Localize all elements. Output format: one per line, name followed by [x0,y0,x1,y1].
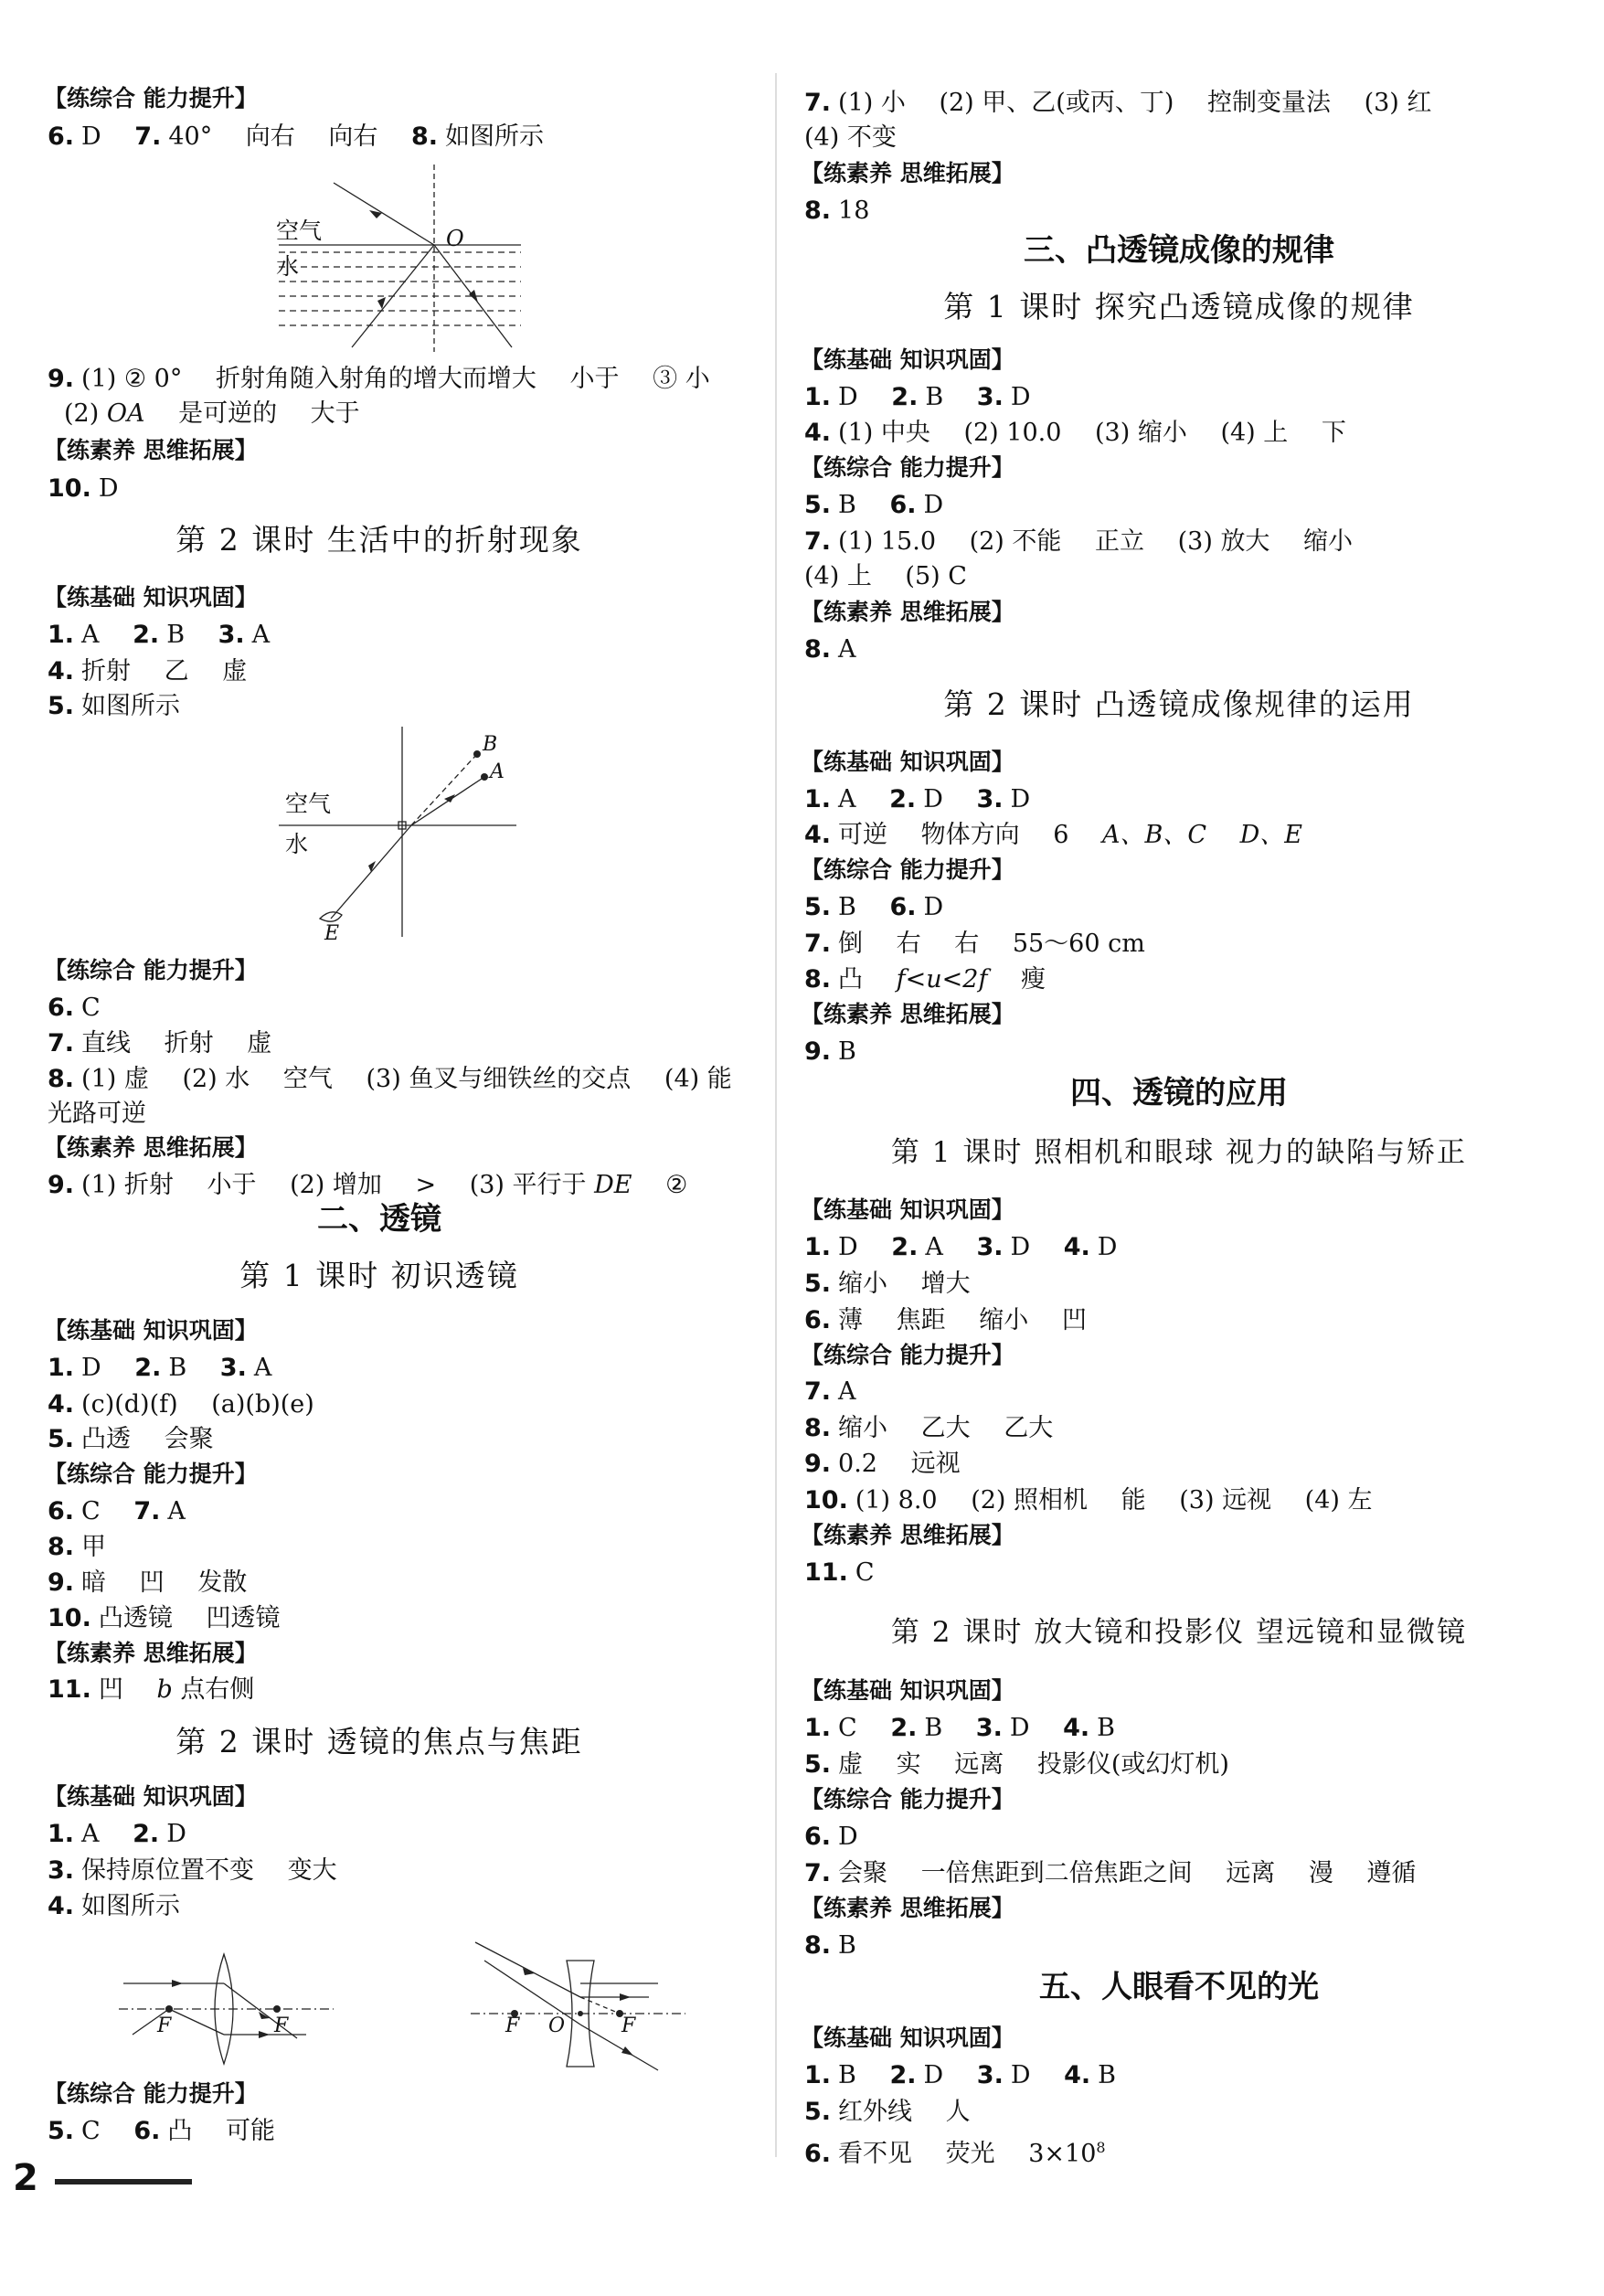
answer-line: 8. 甲 [48,1533,107,1561]
section-header-ability: 【练综合 能力提升】 [44,1461,258,1487]
answer-line: 7. (1) 小 (2) 甲、乙(或丙、丁) 控制变量法 (3) 红 [804,89,1432,117]
section-header-literacy: 【练素养 思维拓展】 [801,1522,1014,1548]
answer-line: 5. B 6. D [804,491,944,519]
answer-line: 9. (1) 折射 小于 (2) 增加 > (3) 平行于 DE ② [48,1171,688,1199]
section-header-literacy: 【练素养 思维拓展】 [44,1640,258,1666]
answer-line: 9. (1) ② 0° 折射角随入射角的增大而增大 小于 ③ 小 [48,365,710,393]
section-header-basics: 【练基础 知识巩固】 [801,346,1014,373]
answer-line: 8. B [804,1931,856,1960]
answer-line: 6. D [804,1823,858,1851]
answer-line: 8. (1) 虚 (2) 水 空气 (3) 鱼叉与细铁丝的交点 (4) 能 [48,1065,732,1093]
figure-convex-lens [114,1947,343,2075]
section-header-literacy: 【练素养 思维拓展】 [44,1134,258,1161]
page-number: 2 [13,2157,38,2199]
section-header-basics: 【练基础 知识巩固】 [801,1196,1014,1223]
section-title: 四、透镜的应用 [1070,1075,1288,1111]
answer-line: 8. A [804,635,856,664]
lesson-title: 第 2 课时 透镜的焦点与焦距 [175,1724,583,1759]
section-header-literacy: 【练素养 思维拓展】 [801,1895,1014,1921]
answer-line: (4) 不变 [804,123,897,152]
section-header-ability: 【练综合 能力提升】 [801,1342,1014,1368]
page-number-bar [55,2179,192,2184]
answer-line: 6. 薄 焦距 缩小 凹 [804,1306,1087,1334]
answer-line: 8. 缩小 乙大 乙大 [804,1414,1054,1442]
answer-line: 4. 如图所示 [48,1892,181,1920]
label-water: 水 [276,253,300,280]
column-divider [775,73,777,2157]
answer-line: 1. D 2. A 3. D 4. D [804,1233,1118,1261]
answer-line: 5. C 6. 凸 可能 [48,2117,275,2145]
answer-line: 7. 倒 右 右 55～60 cm [804,930,1145,958]
answer-line: 4. (1) 中央 (2) 10.0 (3) 缩小 (4) 上 下 [804,419,1346,447]
answer-line: 9. 暗 凹 发散 [48,1568,248,1597]
section-header-ability: 【练综合 能力提升】 [44,85,258,112]
section-header-basics: 【练基础 知识巩固】 [801,749,1014,775]
figure-refraction-water [274,165,539,361]
answer-line: 9. 0.2 远视 [804,1450,961,1478]
lesson-title: 第 1 课时 探究凸透镜成像的规律 [943,289,1415,324]
label-point-a: A [490,760,505,783]
answer-line: 5. 凸透 会聚 [48,1425,214,1453]
answer-line: 1. A 2. D [48,1820,186,1848]
section-header-basics: 【练基础 知识巩固】 [801,2025,1014,2051]
section-header-basics: 【练基础 知识巩固】 [44,1317,258,1344]
section-title: 五、人眼看不见的光 [1039,1969,1319,2005]
answer-line: 10. D [48,474,119,503]
answer-line: 6. D 7. 40° 向右 向右 8. 如图所示 [48,122,545,151]
label-focus-f: F [621,2014,636,2037]
label-air: 空气 [285,791,332,817]
section-header-basics: 【练基础 知识巩固】 [44,584,258,611]
lesson-title: 第 2 课时 凸透镜成像规律的运用 [943,686,1415,722]
label-focus-f: F [157,2014,172,2037]
answer-line: 5. 红外线 人 [804,2098,971,2126]
section-header-ability: 【练综合 能力提升】 [801,856,1014,883]
lesson-title: 第 2 课时 放大镜和投影仪 望远镜和显微镜 [890,1616,1468,1649]
answer-line: 6. C [48,994,101,1022]
label-water: 水 [285,831,309,857]
figure-concave-lens [466,1933,695,2079]
section-header-ability: 【练综合 能力提升】 [44,2080,258,2107]
section-header-ability: 【练综合 能力提升】 [801,1786,1014,1812]
answer-line: 7. 会聚 一倍焦距到二倍焦距之间 远离 漫 遵循 [804,1859,1417,1887]
answer-line: 5. 虚 实 远离 投影仪(或幻灯机) [804,1750,1229,1779]
label-air: 空气 [276,218,323,244]
label-focus-f: F [505,2014,520,2037]
label-focus-f: F [274,2014,289,2037]
answer-line: (2) OA 是可逆的 大于 [64,399,360,428]
section-header-literacy: 【练素养 思维拓展】 [801,1001,1014,1027]
answer-line: 光路可逆 [48,1100,146,1128]
section-header-ability: 【练综合 能力提升】 [801,454,1014,481]
answer-line: 10. 凸透镜 凹透镜 [48,1604,281,1632]
section-title: 三、凸透镜成像的规律 [1024,232,1334,269]
answer-line: 6. 看不见 荧光 $3\times 10^8$ [804,2139,1106,2168]
answer-line: 4. (c)(d)(f) (a)(b)(e) [48,1390,314,1419]
answer-line: 7. 直线 折射 虚 [48,1029,272,1058]
answer-line: 8. 18 [804,197,870,225]
answer-line: 4. 可逆 物体方向 6 A、B、C D、E [804,821,1302,849]
answer-line: 1. D 2. B 3. D [804,383,1031,411]
answer-line: 1. A 2. D 3. D [804,785,1031,813]
section-header-ability: 【练综合 能力提升】 [44,957,258,983]
answer-line: 1. D 2. B 3. A [48,1354,272,1382]
answer-line: 7. (1) 15.0 (2) 不能 正立 (3) 放大 缩小 [804,527,1354,556]
section-title: 二、透镜 [317,1201,441,1238]
answer-line: 1. B 2. D 3. D 4. B [804,2061,1116,2089]
lesson-title: 第 1 课时 初识透镜 [239,1258,519,1293]
label-point-e: E [324,922,340,945]
answer-line: 6. C 7. A [48,1497,186,1525]
answer-line: (4) 上 (5) C [804,562,967,590]
answer-line: 5. 缩小 增大 [804,1270,971,1298]
answer-line: 1. C 2. B 3. D 4. B [804,1714,1115,1742]
section-header-literacy: 【练素养 思维拓展】 [44,437,258,463]
section-header-basics: 【练基础 知识巩固】 [44,1783,258,1810]
answer-line: 11. C [804,1558,875,1587]
answer-line: 5. 如图所示 [48,692,181,720]
answer-line: 9. B [804,1037,856,1066]
answer-line: 5. B 6. D [804,893,944,921]
answer-line: 11. 凹 b 点右侧 [48,1675,255,1704]
lesson-title: 第 2 课时 生活中的折射现象 [175,522,583,558]
lesson-title: 第 1 课时 照相机和眼球 视力的缺陷与矫正 [890,1136,1468,1169]
answer-line: 7. A [804,1377,856,1406]
answer-line: 1. A 2. B 3. A [48,621,271,649]
section-header-literacy: 【练素养 思维拓展】 [801,160,1014,186]
section-header-basics: 【练基础 知识巩固】 [801,1677,1014,1704]
answer-line: 4. 折射 乙 虚 [48,657,248,686]
answer-line: 3. 保持原位置不变 变大 [48,1856,337,1885]
label-optical-center-o: O [548,2014,566,2037]
section-header-literacy: 【练素养 思维拓展】 [801,599,1014,625]
answer-line: 10. (1) 8.0 (2) 照相机 能 (3) 远视 (4) 左 [804,1486,1373,1515]
answer-line: 8. 凸 f<u<2f 瘦 [804,965,1046,994]
label-point-b: B [483,733,498,756]
label-point-o: O [446,226,464,251]
